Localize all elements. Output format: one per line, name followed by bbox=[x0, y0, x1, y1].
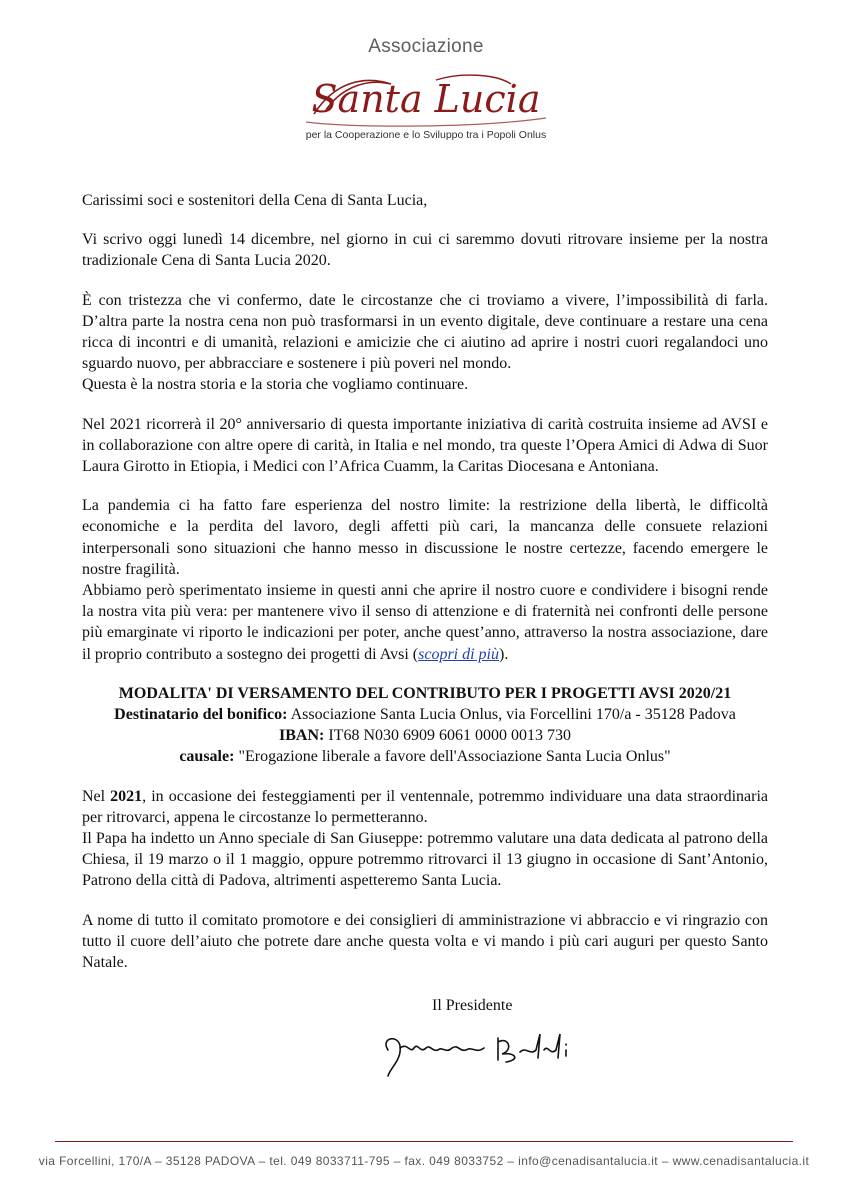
greeting: Carissimi soci e sostenitori della Cena di Santa Lucia, bbox=[82, 192, 428, 209]
paragraph-1: Vi scrivo oggi lunedì 14 dicembre, nel giorno in cui ci saremmo dovuti ritrovare insieme per la nostra tradizionale Cena di Santa Lucia 2020. bbox=[82, 231, 768, 270]
recipient-value: Associazione Santa Lucia Onlus, via Forcellini 170/a - 35128 Padova bbox=[290, 706, 736, 724]
paragraph-2a: È con tristezza che vi confermo, date le circostanze che ci troviamo a vivere, l’impossibilità di farla. D’altra parte la nostra cena non può trasformarsi in un evento digitale, deve continuare a restare una cena ricca di incontri e di umanità, relazioni e amicizie che ci aiutino ad aprire i nostri cuori regalandoci uno sguardo nuovo, per abbracciare e sostenere i più poveri nel mondo. bbox=[82, 291, 768, 373]
handwritten-signature bbox=[380, 1020, 600, 1080]
closing-president: Il Presidente bbox=[432, 997, 513, 1014]
paragraph-4a: La pandemia ci ha fatto fare esperienza del nostro limite: la restrizione della libertà, le difficoltà economiche e la perdita del lavoro, degli affetti più cari, la mancanza delle consuete relazioni interpersonali sono situazioni che hanno messo in discussione le nostre certezze, facendo emergere le nostre fragilità. bbox=[82, 497, 768, 578]
paragraph-4b-end: ). bbox=[499, 645, 509, 663]
paragraph-4b-text: Abbiamo però sperimentato insieme in questi anni che aprire il nostro cuore e condividere i bisogni rende la nostra vita più vera: per mantenere vivo il senso di attenzione e di fraternità nei confronti delle persone più emarginate vi riporto le indicazioni per poter, anche quest’anno, attraverso la nostra associazione, dare il proprio contributo a sostegno dei progetti di Avsi ( bbox=[82, 582, 768, 663]
recipient-label: Destinatario del bonifico: bbox=[114, 706, 288, 724]
paragraph-5a bbox=[82, 786, 768, 828]
payment-causale bbox=[82, 746, 768, 767]
year-2021: 2021 bbox=[110, 787, 143, 805]
causale-value: "Erogazione liberale a favore dell'Associazione Santa Lucia Onlus" bbox=[238, 748, 671, 766]
payment-title: MODALITA' DI VERSAMENTO DEL CONTRIBUTO PER I PROGETTI AVSI 2020/21 bbox=[118, 684, 732, 702]
paragraph-5a-start: Nel bbox=[82, 787, 111, 805]
payment-details bbox=[82, 683, 768, 768]
iban-label: IBAN: bbox=[279, 727, 325, 745]
paragraph-2b: Questa è la nostra storia e la storia che vogliamo continuare. bbox=[82, 376, 469, 394]
iban-value: IT68 N030 6909 6061 0000 0013 730 bbox=[328, 727, 571, 745]
letter-body bbox=[82, 190, 768, 991]
paragraph-4b bbox=[82, 580, 768, 665]
footer-divider bbox=[55, 1141, 793, 1142]
payment-iban bbox=[82, 725, 768, 746]
logo-tagline: per la Cooperazione e lo Sviluppo tra i Popoli Onlus bbox=[305, 129, 547, 141]
payment-recipient bbox=[82, 704, 768, 725]
scopri-di-piu-link[interactable]: scopri di più bbox=[418, 645, 499, 663]
logo-name-text: Santa Lucia bbox=[311, 77, 541, 121]
logo-associazione-label: Associazione bbox=[368, 36, 484, 57]
association-logo bbox=[296, 30, 556, 148]
paragraph-5a-rest: , in occasione dei festeggiamenti per il ventennale, potremmo individuare una data straordinaria per ritrovarci, appena le circostanze lo permetteranno. bbox=[82, 787, 769, 826]
paragraph-6: A nome di tutto il comitato promotore e dei consiglieri di amministrazione vi abbraccio e vi ringrazio con tutto il cuore dell’aiuto che potrete dare anche questa volta e vi mando i più cari auguri per questo Santo Natale. bbox=[82, 911, 768, 972]
footer-contact: via Forcellini, 170/A – 35128 PADOVA – tel. 049 8033711-795 – fax. 049 8033752 – info@cenadisantalucia.it – www.cenadisantalucia.it bbox=[38, 1154, 810, 1168]
causale-label: causale: bbox=[179, 748, 235, 766]
paragraph-3: Nel 2021 ricorrerà il 20° anniversario di questa importante iniziativa di carità costruita insieme ad AVSI e in collaborazione con altre opere di carità, in Italia e nel mondo, tra queste l’Opera Amici di Adwa di Suor Laura Girotto in Etiopia, i Medici con l’Africa Cuamm, la Caritas Diocesana e Antoniana. bbox=[82, 415, 768, 476]
logo-script-wordmark bbox=[296, 70, 556, 130]
paragraph-5b: Il Papa ha indetto un Anno speciale di San Giuseppe: potremmo valutare una data dedicata al patrono della Chiesa, il 19 marzo o il 1 maggio, oppure potremmo ritrovarci il 13 giugno in occasione di Sant’Antonio, Patrono della città di Padova, altrimenti aspetteremo Santa Lucia. bbox=[82, 830, 768, 890]
